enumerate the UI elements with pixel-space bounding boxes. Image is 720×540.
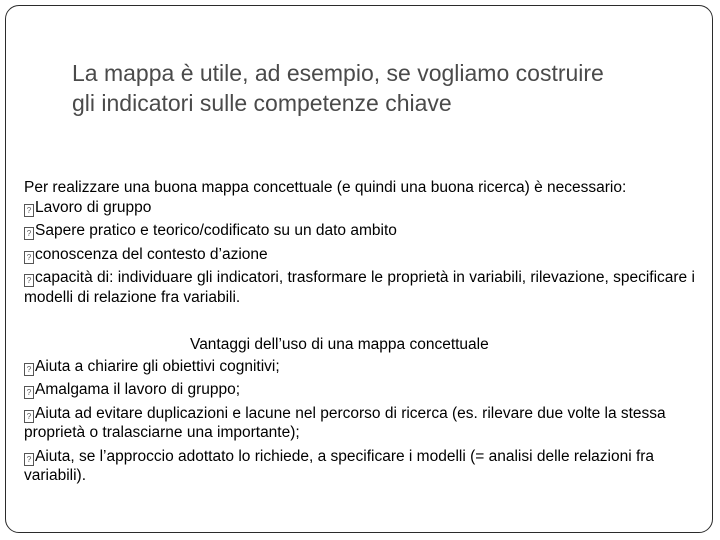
intro-text: Per realizzare una buona mappa concettuale (e quindi una buona ricerca) è necessario:: [24, 179, 627, 196]
list-item: [24, 245, 704, 265]
advantages-list: [24, 357, 704, 486]
requirement-text: Sapere pratico e teorico/codificato su un dato ambito: [35, 222, 397, 239]
slide-body: [24, 178, 704, 490]
missing-glyph-icon: ?: [24, 251, 34, 264]
missing-glyph-icon: ?: [24, 453, 34, 466]
list-item: [24, 404, 704, 443]
missing-glyph-icon: ?: [24, 227, 34, 240]
list-item: [24, 268, 704, 307]
list-item: [24, 380, 704, 400]
missing-glyph-icon: ?: [24, 410, 34, 423]
advantages-heading: Vantaggi dell’uso di una mappa concettuale: [190, 336, 489, 353]
list-item: [24, 357, 704, 377]
requirement-text: conoscenza del contesto d’azione: [35, 245, 268, 263]
list-item: [24, 447, 704, 486]
missing-glyph-icon: ?: [24, 363, 34, 376]
requirement-text: capacità di: individuare gli indicatori, trasformare le proprietà in variabili, rilevazione, specificare i modelli di relazione fra variabili.: [24, 269, 695, 306]
spacer: [24, 311, 704, 335]
advantage-text: Amalgama il lavoro di gruppo;: [35, 381, 241, 398]
slide-title: La mappa è utile, ad esempio, se vogliamo costruire gli indicatori sulle competenze chiave: [72, 60, 604, 116]
slide-frame: [5, 5, 713, 533]
advantage-text: Aiuta a chiarire gli obiettivi cognitivi;: [35, 357, 280, 375]
list-item: [24, 221, 704, 241]
requirements-list: [24, 198, 704, 308]
missing-glyph-icon: ?: [24, 204, 34, 217]
missing-glyph-icon: ?: [24, 274, 34, 287]
missing-glyph-icon: ?: [24, 386, 34, 399]
requirement-text: Lavoro di gruppo: [35, 198, 152, 216]
advantage-text: Aiuta, se l’approccio adottato lo richiede, a specificare i modelli (= analisi delle relazioni fra variabili).: [24, 447, 655, 484]
advantage-text: Aiuta ad evitare duplicazioni e lacune nel percorso di ricerca (es. rilevare due volte la stessa proprietà o tralasciarne una importante);: [24, 404, 666, 441]
list-item: [24, 198, 704, 218]
